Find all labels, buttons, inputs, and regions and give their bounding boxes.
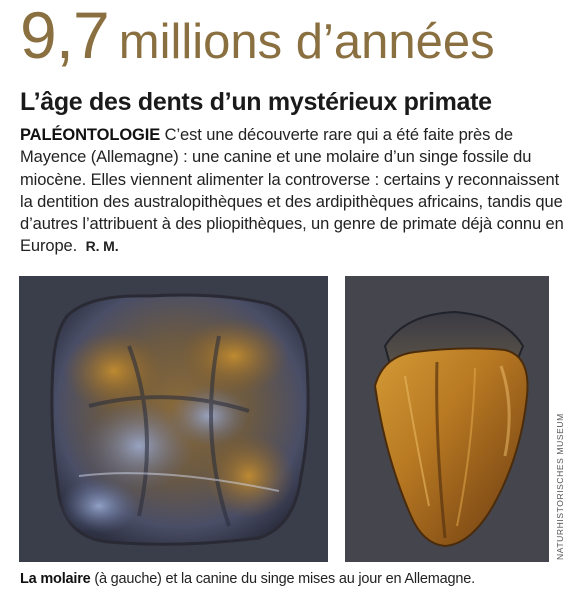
headline-text: millions d’années bbox=[118, 15, 495, 69]
molar-illustration bbox=[19, 276, 328, 562]
canine-photo bbox=[345, 276, 549, 562]
molar-photo bbox=[19, 276, 328, 562]
article-subtitle: L’âge des dents d’un mystérieux primate bbox=[20, 88, 492, 116]
article-signature: R. M. bbox=[85, 238, 119, 255]
headline-number: 9,7 bbox=[20, 0, 109, 72]
canine-illustration bbox=[345, 276, 549, 562]
article-kicker: PALÉONTOLOGIE bbox=[20, 126, 161, 144]
photo-caption bbox=[20, 571, 475, 587]
caption-bold: La molaire bbox=[20, 571, 91, 587]
caption-text: (à gauche) et la canine du singe mises au jour en Allemagne. bbox=[90, 571, 475, 587]
headline bbox=[20, 0, 495, 72]
article-body bbox=[20, 124, 565, 258]
article-text: C’est une découverte rare qui a été faite près de Mayence (Allemagne) : une canine et une molaire d’un singe fossile du miocène. Elles viennent alimenter la controverse : certains y reconnaissent la dentition des australopithèques et des ardipithèques africains, tandis que d’autres l’attribuent à des pliopithèques, un genre de primate déjà connu en Europe. bbox=[20, 126, 564, 256]
photo-credit: NATURHISTORISCHES MUSEUM bbox=[555, 413, 565, 560]
